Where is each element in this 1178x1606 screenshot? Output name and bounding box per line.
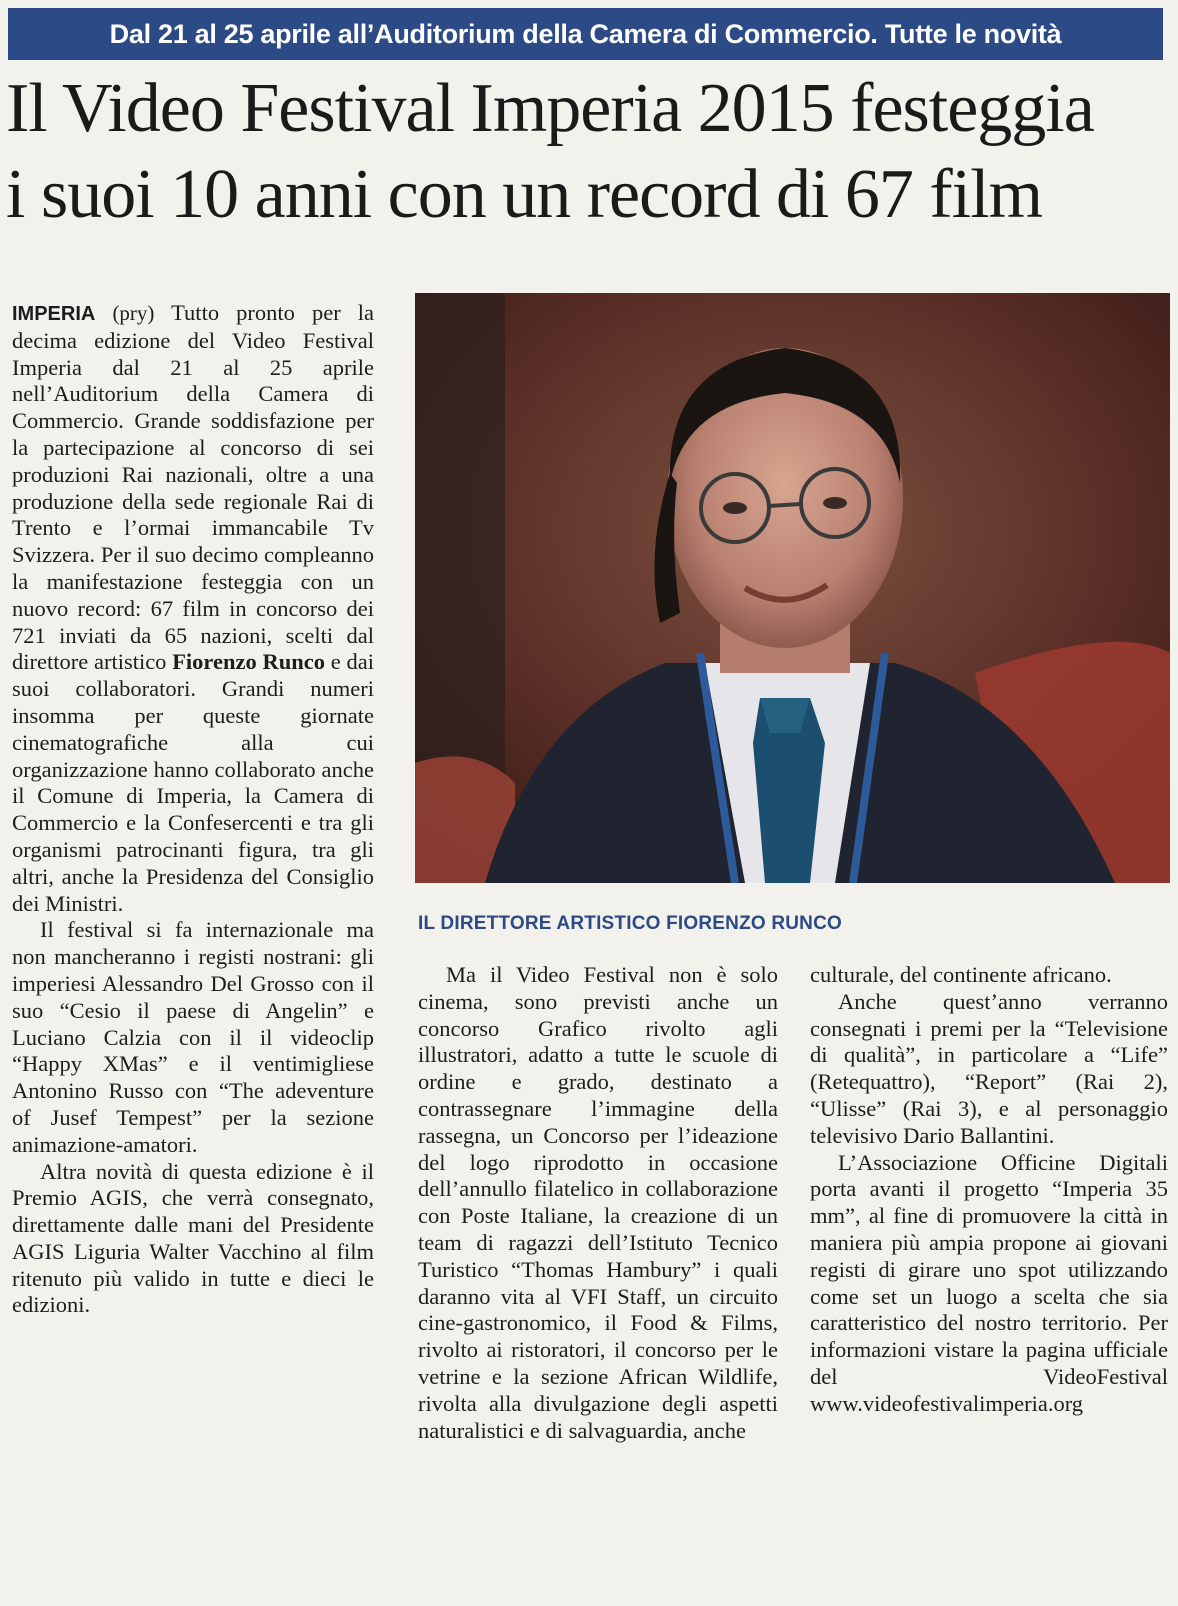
paragraph-1-text-cont: e dai suoi collaboratori. Grandi numeri insomma per queste giornate cinematografiche alla cui organizzazione hanno collaborato anche il Comune di Imperia, la Camera di Commercio e la Confesercenti e tra gli organismi patrocinanti figura, tra gli altri, anche la Presidenza del Consiglio dei Ministri. [12, 649, 374, 916]
kicker-banner: Dal 21 al 25 aprile all’Auditorium della Camera di Commercio. Tutte le novità [8, 8, 1163, 60]
article-column-3 [810, 962, 1168, 1418]
paragraph-1 [12, 300, 374, 917]
headline-line-1: Il Video Festival Imperia 2015 festeggia [6, 70, 1094, 147]
paragraph-4: Ma il Video Festival non è solo cinema, sono previsti anche un concorso Grafico rivolto agli illustratori, adatto a tutte le scuole di ordine e grado, destinato a contrassegnare l’immagine della rassegna, un Concorso per l’ideazione del logo riprodotto in occasione dell’annullo filatelico in collaborazione con Poste Italiane, la creazione di un team di ragazzi dell’Istituto Tecnico Turistico “Thomas Hambury” i quali daranno vita al VFI Staff, un circuito cine-gastronomico, il Food & Films, rivolto ai ristoratori, il concorso per le vetrine e la sezione African Wildlife, rivolta alla divulgazione degli aspetti naturalistici e di salvaguardia, anche [418, 962, 778, 1443]
paragraph-2: Il festival si fa internazionale ma non mancheranno i registi nostrani: gli imperiesi Alessandro Del Grosso con il suo “Cesio il paese di Angelin” e Luciano Calzia con il il videoclip “Happy XMas” e il ventimigliese Antonino Russo con “The adeventure of Jusef Tempest” per la sezione animazione-amatori. [12, 917, 374, 1157]
paragraph-5: Anche quest’anno verranno consegnati i premi per la “Televisione di qualità”, in particolare a “Life” (Retequattro), “Report” (Rai 2), “Ulisse” (Rai 3), e al personaggio televisivo Dario Ballantini. [810, 988, 1168, 1148]
photo-caption: IL DIRETTORE ARTISTICO FIORENZO RUNCO [418, 913, 842, 934]
paragraph-1-text: Tutto pronto per la decima edizione del Video Festival Imperia dal 21 al 25 aprile nell’Auditorium della Camera di Commercio. Grande soddisfazione per la partecipazione al concorso di sei produzioni Rai nazionali, oltre a una produzione della sede regionale Rai di Trento e l’ormai immancabile Tv Svizzera. Per il suo decimo compleanno la manifestazione festeggia con un nuovo record: 67 film in concorso dei 721 inviati da 65 nazioni, scelti dal direttore artistico [12, 300, 375, 675]
headline [6, 66, 1171, 238]
paragraph-4-continued: culturale, del continente africano. [810, 962, 1112, 987]
director-name: Fiorenzo Runco [172, 649, 326, 675]
portrait-illustration [415, 293, 1170, 883]
director-photo [415, 293, 1170, 883]
article-column-2 [418, 962, 778, 1444]
article-column-1 [12, 300, 374, 1319]
paragraph-6: L’Associazione Officine Digitali porta avanti il progetto “Imperia 35 mm”, al fine di promuovere la città in maniera più ampia propone ai giovani registi di girare uno spot utilizzando come set un luogo a scelta che sia caratteristico del nostro territorio. Per informazioni vistare la pagina ufficiale del VideoFestival www.videofestivalimperia.org [810, 1149, 1168, 1416]
paragraph-3: Altra novità di questa edizione è il Premio AGIS, che verrà consegnato, direttamente dalle mani del Presidente AGIS Liguria Walter Vacchino al film ritenuto più valido in tutte e dieci le edizioni. [12, 1158, 374, 1318]
headline-line-2: i suoi 10 anni con un record di 67 film [6, 156, 1043, 233]
byline: (pry) [112, 301, 155, 325]
dateline: IMPERIA [12, 303, 96, 325]
